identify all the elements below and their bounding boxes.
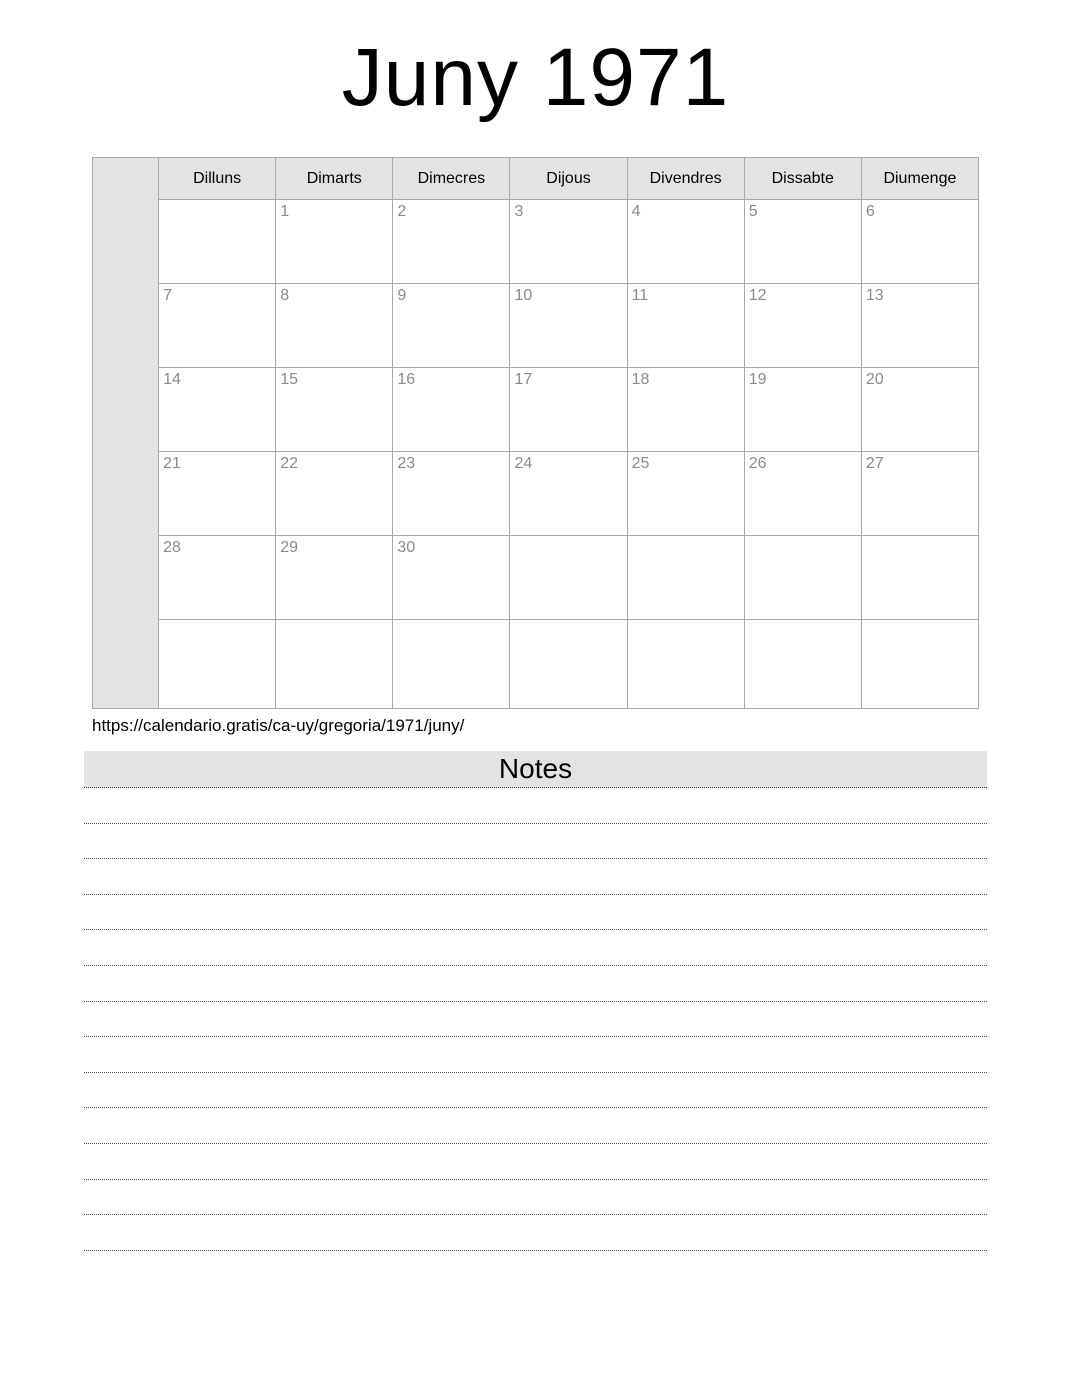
day-number: 21 bbox=[163, 455, 181, 472]
day-cell bbox=[510, 536, 627, 620]
day-number: 2 bbox=[397, 203, 407, 220]
day-cell bbox=[861, 368, 978, 452]
day-cell bbox=[276, 536, 393, 620]
day-cell bbox=[393, 452, 510, 536]
note-line bbox=[84, 1215, 987, 1251]
note-line bbox=[84, 930, 987, 966]
day-number: 7 bbox=[163, 287, 172, 304]
day-cell bbox=[861, 620, 978, 709]
note-line bbox=[84, 1144, 987, 1180]
day-number: 15 bbox=[280, 371, 298, 388]
week-row bbox=[93, 284, 979, 368]
day-cell bbox=[627, 200, 744, 284]
day-number: 5 bbox=[748, 203, 758, 220]
note-line bbox=[84, 1037, 987, 1073]
day-cell bbox=[159, 452, 276, 536]
day-cell bbox=[744, 536, 861, 620]
day-cell bbox=[276, 284, 393, 368]
weekday-header-tuesday: Dimarts bbox=[276, 158, 393, 200]
day-cell bbox=[159, 536, 276, 620]
day-number: 22 bbox=[280, 455, 298, 472]
week-row bbox=[93, 368, 979, 452]
day-cell bbox=[744, 620, 861, 709]
day-cell bbox=[861, 452, 978, 536]
day-number: 10 bbox=[514, 287, 533, 304]
day-cell bbox=[627, 368, 744, 452]
day-cell bbox=[276, 200, 393, 284]
day-cell bbox=[627, 452, 744, 536]
day-number: 25 bbox=[631, 455, 650, 472]
week-row bbox=[93, 452, 979, 536]
weekday-header-wednesday: Dimecres bbox=[393, 158, 510, 200]
day-cell bbox=[744, 200, 861, 284]
day-cell bbox=[393, 620, 510, 709]
week-number-column bbox=[93, 158, 159, 709]
notes-lines bbox=[84, 788, 987, 1251]
day-cell bbox=[393, 368, 510, 452]
note-line bbox=[84, 1180, 987, 1216]
weekday-header-friday: Divendres bbox=[627, 158, 744, 200]
day-cell bbox=[159, 200, 276, 284]
day-number: 1 bbox=[280, 203, 290, 220]
day-number: 24 bbox=[514, 455, 533, 472]
day-number: 18 bbox=[631, 371, 650, 388]
day-cell bbox=[627, 284, 744, 368]
day-number: 3 bbox=[514, 203, 524, 220]
day-number: 27 bbox=[865, 455, 884, 472]
day-cell bbox=[744, 452, 861, 536]
day-cell bbox=[744, 368, 861, 452]
weekday-header-saturday: Dissabte bbox=[744, 158, 861, 200]
day-number: 28 bbox=[163, 539, 181, 556]
week-row bbox=[93, 620, 979, 709]
day-number: 12 bbox=[748, 287, 767, 304]
day-number: 17 bbox=[514, 371, 533, 388]
day-cell bbox=[510, 200, 627, 284]
note-line bbox=[84, 859, 987, 895]
day-cell bbox=[276, 452, 393, 536]
day-number: 6 bbox=[865, 203, 875, 220]
day-number: 8 bbox=[280, 287, 290, 304]
day-number: 19 bbox=[748, 371, 767, 388]
day-number: 29 bbox=[280, 539, 298, 556]
note-line bbox=[84, 788, 987, 824]
note-line bbox=[84, 1073, 987, 1109]
note-line bbox=[84, 895, 987, 931]
notes-header bbox=[84, 751, 987, 788]
note-line bbox=[84, 1002, 987, 1038]
note-line bbox=[84, 1108, 987, 1144]
week-row bbox=[93, 536, 979, 620]
day-cell bbox=[276, 620, 393, 709]
notes-title: Notes bbox=[498, 753, 573, 784]
day-number: 30 bbox=[397, 539, 416, 556]
weekday-header-monday: Dilluns bbox=[159, 158, 276, 200]
day-cell bbox=[510, 620, 627, 709]
day-cell bbox=[159, 620, 276, 709]
day-cell bbox=[861, 200, 978, 284]
day-cell bbox=[510, 452, 627, 536]
day-cell bbox=[393, 200, 510, 284]
day-number: 9 bbox=[397, 287, 407, 304]
day-number: 26 bbox=[748, 455, 767, 472]
day-cell bbox=[861, 536, 978, 620]
day-number: 4 bbox=[631, 203, 641, 220]
source-url: https://calendario.gratis/ca-uy/gregoria/1971/juny/ bbox=[92, 716, 465, 735]
day-number: 11 bbox=[631, 287, 649, 304]
note-line bbox=[84, 824, 987, 860]
day-cell bbox=[861, 284, 978, 368]
weekday-header-sunday: Diumenge bbox=[861, 158, 978, 200]
day-cell bbox=[159, 284, 276, 368]
day-cell bbox=[276, 368, 393, 452]
day-number: 14 bbox=[163, 371, 181, 388]
day-cell bbox=[744, 284, 861, 368]
day-cell bbox=[510, 368, 627, 452]
day-cell bbox=[627, 536, 744, 620]
page-title: Juny 1971 bbox=[341, 32, 730, 123]
day-cell bbox=[393, 536, 510, 620]
notes-section bbox=[84, 751, 987, 1251]
day-cell bbox=[159, 368, 276, 452]
day-cell bbox=[393, 284, 510, 368]
day-number: 13 bbox=[865, 287, 884, 304]
week-row bbox=[93, 200, 979, 284]
day-cell bbox=[627, 620, 744, 709]
calendar-table bbox=[92, 157, 979, 709]
day-cell bbox=[510, 284, 627, 368]
note-line bbox=[84, 966, 987, 1002]
day-number: 20 bbox=[865, 371, 884, 388]
day-number: 16 bbox=[397, 371, 416, 388]
weekday-header-thursday: Dijous bbox=[510, 158, 627, 200]
day-number: 23 bbox=[397, 455, 416, 472]
